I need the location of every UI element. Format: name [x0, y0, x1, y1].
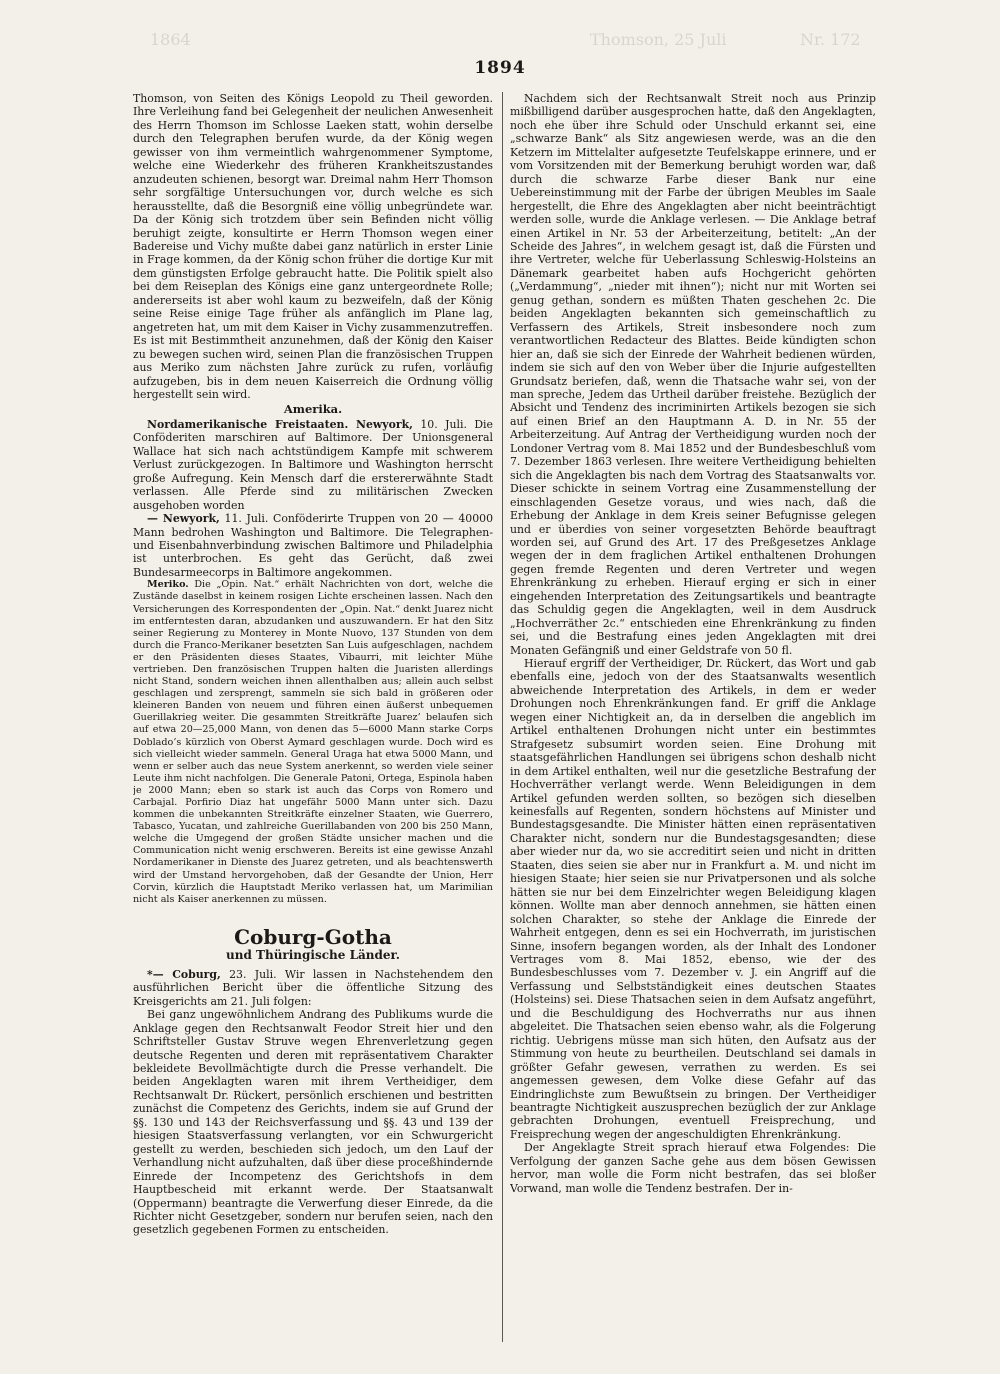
section-heading-coburg-gotha: Coburg-Gotha	[234, 924, 392, 949]
dateline: — Newyork,	[147, 512, 220, 526]
page-number: 1894	[474, 58, 526, 78]
left-column	[133, 92, 493, 1342]
right-column	[510, 92, 876, 1342]
article-paragraph: Bei ganz ungewöhnlichem Andrang des Publikums wurde die Anklage gegen den Rechtsanwalt Feodor Streit hier und den Schriftsteller Gustav Struve wegen Ehrenverletzung gegen deutsche Regenten und deren mit repräsentativem Charakter bekleidete Bevollmächtigte durch die Presse verhandelt. Die beiden Angeklagten waren mit ihrem Vertheidiger, dem Rechtsanwalt Dr. Rückert, persönlich erschienen und bestritten zunächst die Competenz des Gerichts, indem sie auf Grund der §§. 130 und 143 der Reichsverfassung und §§. 43 und 139 der hiesigen Staatsverfassung verlangten, vor ein Schwurgericht gestellt zu werden, beschieden sich jedoch, um den Lauf der Verhandlung nicht aufzuhalten, daß über diese proceßhindernde Einrede der Incompetenz des Gerichtshofs in dem Hauptbescheid mit erkannt werde. Der Staatsanwalt (Oppermann) beantragte die Verwerfung dieser Einrede, da die Richter nicht Gesetzgeber, sondern nur berufen seien, nach den gesetzlich gegebenen Formen zu entscheiden.	[133, 1008, 493, 1237]
article-paragraph: Der Angeklagte Streit sprach hierauf etwa Folgendes: Die Verfolgung der ganzen Sache gehe aus dem bösen Gewissen hervor, man wolle die Form nicht bestrafen, das sei bloßer Vorwand, man wolle die Tendenz bestrafen. Der in-	[510, 1141, 876, 1195]
dateline: Nordamerikanische Freistaaten. Newyork,	[147, 417, 413, 431]
bleed-through-issue: Nr. 172	[800, 30, 861, 49]
section-subheading: und Thüringische Länder.	[226, 947, 400, 962]
dateline: *— Coburg,	[147, 967, 221, 981]
dateline: Meriko.	[147, 579, 189, 591]
article-paragraph	[133, 418, 493, 512]
article-paragraph: Nachdem sich der Rechtsanwalt Streit noch aus Prinzip mißbilligend darüber ausgesprochen hatte, daß den Angeklagten, noch ehe über ihre Schuld oder Unschuld erkannt sei, eine „schwarze Bank“ als Sitz angewiesen werde, was an die den Ketzern im Mittelalter aufgesetzte Teufelskappe erinnere, und er vom Vorsitzenden mit der Bemerkung beruhigt worden war, daß durch die schwarze Farbe dieser Bank nur eine Uebereinstimmung mit der Farbe der übrigen Meubles im Saale hergestellt, die Ehre des Angeklagten aber nicht beeinträchtigt werden solle, wurde die Anklage verlesen. — Die Anklage betraf einen Artikel in Nr. 53 der Arbeiterzeitung, betitelt: „An der Scheide des Jahres“, in welchem gesagt ist, daß die Fürsten und ihre Vertreter, welche für Ueberlassung Schleswig-Holsteins an Dänemark gearbeitet haben aufs Hochgericht gehörten („Verdammung“, „nieder mit ihnen“); nicht nur mit Worten sei genug gethan, sondern es müßten Thaten geschehen 2c. Die beiden Angeklagten bekannten sich gemeinschaftlich zu Verfassern des Artikels, Streit insbesondere noch zum verantwortlichen Redacteur des Blattes. Beide kündigten schon hier an, daß sie sich der Einrede der Wahrheit bedienen würden, indem sie sich auf den von Weber über die Injurie aufgestellten Grundsatz beriefen, daß, wenn die Thatsache wahr sei, von der man spreche, Jedem das Urtheil darüber freistehe. Bezüglich der Absicht und Tendenz des incriminirten Artikels bezogen sie sich auf einen Brief an den Hauptmann A. D. in Nr. 55 der Arbeiterzeitung. Auf Antrag der Vertheidigung wurden noch der Londoner Vertrag vom 8. Mai 1852 und der Bundesbeschluß vom 7. Dezember 1863 verlesen. Ihre weitere Vertheidigung behielten sich die Angeklagten bis nach dem Vortrag des Staatsanwalts vor. Dieser schickte in seinem Vortrag eine Zusammenstellung der einschlagenden Gesetze voraus, und wies nach, daß die Erhebung der Anklage in dem Kreis seiner Befugnisse gelegen und er überdies von seiner vorgesetzten Behörde beauftragt worden sei, auf Grund des Art. 17 des Preßgesetzes Anklage wegen der in dem fraglichen Artikel enthaltenen Drohungen gegen fremde Regenten und deren Vertreter und wegen Ehrenkränkung zu erheben. Hierauf erging er sich in einer eingehenden Interpretation des Zeitungsartikels und beantragte das Schuldig gegen die Angeklagten, weil in dem Ausdruck „Hochverräther 2c.“ entschieden eine Ehrenkränkung zu finden sei, und die Bestrafung eines jeden Angeklagten mit drei Monaten Gefängniß und einer Geldstrafe von 50 fl.	[510, 92, 876, 657]
section-heading-amerika: Amerika.	[283, 402, 343, 417]
paragraph-body: 23. Juli. Wir lassen in Nachstehendem den ausführlichen Bericht über die öffentliche Sitzung des Kreisgerichts am 21. Juli folgen:	[133, 967, 493, 1008]
column-divider	[502, 92, 503, 1342]
article-paragraph: Thomson, von Seiten des Königs Leopold zu Theil geworden. Ihre Verleihung fand bei Gelegenheit der neulichen Anwesenheit des Herrn Thomson im Schlosse Laeken statt, wohin derselbe durch den Telegraphen berufen wurde, da der König wegen gewisser von ihm vermeintlich wahrgenommener Symptome, welche eine Wiederkehr des früheren Krankheitszustandes anzudeuten schienen, besorgt war. Dreimal nahm Herr Thomson sehr sorgfältige Untersuchungen vor, durch welche es sich herausstellte, daß die Besorgniß eine völlig unbegründete war. Da der König sich trotzdem über sein Befinden nicht völlig beruhigt zeigte, konsultirte er Herrn Thomson wegen einer Badereise und Vichy mußte dabei ganz natürlich in erster Linie in Frage kommen, da der König schon früher die dortige Kur mit dem günstigsten Erfolge gebraucht hatte. Die Politik spielt also bei dem Reiseplan des Königs eine ganz untergeordnete Rolle; andererseits ist aber wohl kaum zu bezweifeln, daß der König seine Reise einige Tage früher als anfänglich im Plane lag, angetreten hat, um mit dem Kaiser in Vichy zusammenzutreffen. Es ist mit Bestimmtheit anzunehmen, daß der König den Kaiser zu bewegen suchen wird, seinen Plan die französischen Truppen aus Meriko zum nächsten Jahre zurück zu rufen, vorläufig aufzugeben, bis in dem neuen Kaiserreich die Ordnung völlig hergestellt sein wird.	[133, 92, 493, 401]
article-paragraph-small	[133, 579, 493, 906]
paragraph-body: 10. Juli. Die Conföderiten marschiren auf Baltimore. Der Unionsgeneral Wallace hat sich nach achtstündigem Kampfe mit schwerem Verlust zurückgezogen. In Baltimore und Washington herrscht große Aufregung. Kein Mensch darf die erstererwähnte Stadt verlassen. Alle Pferde sind zu militärischen Zwecken ausgehoben worden	[133, 417, 493, 512]
paragraph-body: 11. Juli. Conföderirte Truppen von 20 — 40000 Mann bedrohen Washington und Baltimore. Die Telegraphen- und Eisenbahnverbindung zwischen Baltimore und Philadelphia ist unterbrochen. Es geht das Gerücht, daß zwei Bundesarmeecorps in Baltimore angekommen.	[133, 512, 493, 579]
bleed-through-year: 1864	[150, 30, 191, 49]
article-paragraph: Hierauf ergriff der Vertheidiger, Dr. Rückert, das Wort und gab ebenfalls eine, jedoch von der des Staatsanwalts wesentlich abweichende Interpretation des Artikels, in dem er weder Drohungen noch Ehrenkränkungen fand. Er griff die Anklage wegen einer Nichtigkeit an, da in derselben die angeblich im Artikel enthaltenen Drohungen nicht unter ein bestimmtes Strafgesetz subsumirt worden seien. Eine Drohung mit staatsgefährlichen Handlungen sei übrigens schon deshalb nicht in dem Artikel enthalten, weil nur die gesetzliche Bestrafung der Hochverräther verlangt werde. Wenn Beleidigungen in dem Artikel gefunden werden sollten, so bezögen sich dieselben keinesfalls auf Regenten, sondern höchstens auf Minister und Bundestagsgesandte. Die Minister hätten einen repräsentativen Charakter nicht, sondern nur die Bundestagsgesandten; diese aber wieder nur da, wo sie accreditirt seien und nicht in dritten Staaten, dies seien sie aber nur in Frankfurt a. M. und nicht im hiesigen Staate; hier seien sie nur Privatpersonen und als solche hätten sie nur bei dem Einzelrichter wegen Beleidigung klagen können. Wollte man aber dennoch annehmen, sie hätten einen solchen Charakter, so stehe der Anklage die Einrede der Wahrheit entgegen, denn es sei ein Hochverrath, im juristischen Sinne, insofern begangen worden, als der Inhalt des Londoner Vertrages vom 8. Mai 1852, ebenso, wie der des Bundesbeschlusses vom 7. Dezember v. J. ein Angriff auf die Verfassung und Selbstständigkeit eines deutschen Staates (Holsteins) sei. Diese Thatsachen seien in dem Aufsatz angeführt, und die Beschuldigung des Hochverraths nur aus ihnen abgeleitet. Die Thatsachen seien ebenso wahr, als die Folgerung richtig. Uebrigens müsse man sich hüten, den Aufsatz aus der Stimmung von heute zu beurtheilen. Deutschland sei damals in größter Gefahr gewesen, verrathen zu werden. Es sei angemessen gewesen, dem Volke diese Gefahr auf das Eindringlichste zum Bewußtsein zu bringen. Der Vertheidiger beantragte Nichtigkeit auszusprechen bezüglich der zur Anklage gebrachten Drohungen, eventuell Freisprechung, und Freisprechung wegen der angeschuldigten Ehrenkränkung.	[510, 657, 876, 1141]
paragraph-body: Die „Opin. Nat.“ erhält Nachrichten von dort, welche die Zustände daselbst in keinem rosigen Lichte erscheinen lassen. Nach den Versicherungen des Korrespondenten der „Opin. Nat.“ denkt Juarez nicht im entferntesten daran, abzudanken und auszuwandern. Er hat den Sitz seiner Regierung zu Monterey in Monte Nuovo, 137 Stunden von dem durch die Franco-Merikaner besetzten San Luis aufgeschlagen, nachdem er den Präsidenten dieses Staates, Vibaurri, mit leichter Mühe vertrieben. Den französischen Truppen halten die Juaristen allerdings nicht Stand, sondern weichen ihnen allenthalben aus; allein auch selbst geschlagen und zersprengt, sammeln sie sich bald in größeren oder kleineren Banden von neuem und führen einen äußerst unbequemen Guerillakrieg weiter. Die gesammten Streitkräfte Juarez’ belaufen sich auf etwa 20—25,000 Mann, von denen das 5—6000 Mann starke Corps Doblado’s kürzlich von Oberst Aymard geschlagen wurde. Doch wird es sich vielleicht wieder sammeln. General Uraga hat etwa 5000 Mann, und wenn er selber auch das neue System anerkennt, so werden viele seiner Leute ihm nicht nachfolgen. Die Generale Patoni, Ortega, Espinola haben je 2000 Mann; eben so stark ist auch das Corps von Romero und Carbajal. Porfirio Diaz hat ungefähr 5000 Mann unter sich. Dazu kommen die unbekannten Streitkräfte einzelner Staaten, wie Guerrero, Tabasco, Yucatan, und zahlreiche Guerillabanden von 200 bis 250 Mann, welche die Umgegend der großen Städte unsicher machen und die Communication nicht wenig erschweren. Bereits ist eine gewisse Anzahl Nordamerikaner in Dienste des Juarez getreten, und als beachtenswerth wird der Umstand hervorgehoben, daß der Gesandte der Union, Herr Corvin, kürzlich die Hauptstadt Meriko verlassen hat, um Marimilian nicht als Kaiser anerkennen zu müssen.	[133, 579, 493, 905]
article-paragraph	[133, 512, 493, 579]
bleed-through-text: Thomson, 25 Juli	[590, 30, 727, 49]
article-paragraph	[133, 968, 493, 1008]
